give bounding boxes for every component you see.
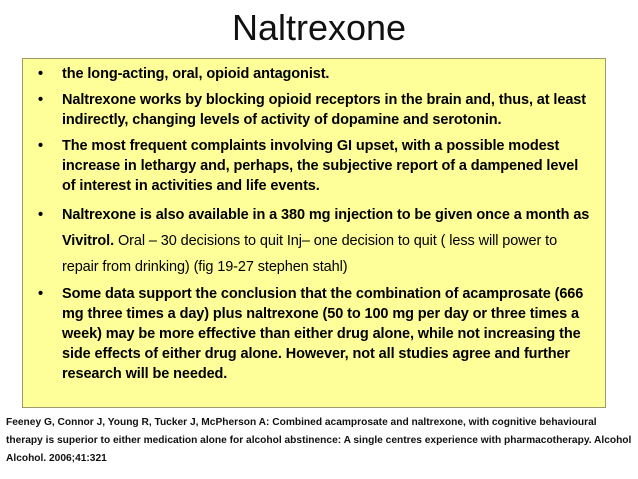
bullet-text: the long-acting, oral, opioid antagonist.	[62, 66, 330, 82]
bullet-item	[35, 90, 595, 130]
bullet-text: Naltrexone works by blocking opioid receptors in the brain and, thus, at least indirectly, changing levels of activity of dopamine and serotonin.	[62, 92, 586, 128]
bullet-item	[35, 136, 595, 196]
bullet-note: Oral – 30 decisions to quit Inj– one decision to quit ( less will power to repair from drinking) (fig 19-27 stephen stahl)	[62, 233, 558, 275]
bullet-item	[35, 284, 595, 384]
bullet-text: The most frequent complaints involving GI upset, with a possible modest increase in lethargy and, perhaps, the subjective report of a dampened level of interest in activities and life events.	[62, 138, 579, 194]
slide-title: Naltrexone	[231, 7, 407, 48]
bullet-text: Naltrexone is also available in a 380 mg injection to be given once a month as Vivitrol.	[62, 207, 590, 249]
reference-citation: Feeney G, Connor J, Young R, Tucker J, McPherson A: Combined acamprosate and naltrexone, with cognitive behavioural therapy is superior to either medication alone for alcohol abstinence: A single centres experience with pharmacotherapy. Alcohol Alcohol. 2006;41:321	[6, 417, 632, 464]
bullet-item	[35, 64, 595, 84]
content-box	[22, 58, 606, 408]
bullet-item	[35, 202, 595, 280]
bullet-text: Some data support the conclusion that the combination of acamprosate (666 mg three times a day) plus naltrexone (50 to 100 mg per day or three times a week) may be more effective than either drug alone, while not increasing the side effects of either drug alone. However, not all studies agree and further research will be needed.	[62, 286, 584, 382]
bullet-list	[35, 64, 595, 390]
